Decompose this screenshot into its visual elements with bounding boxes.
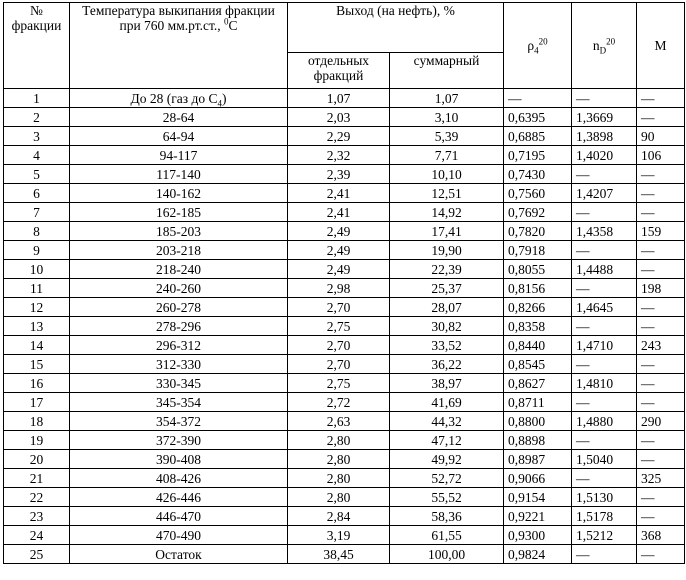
cell-yield-total: 5,39 xyxy=(390,127,504,146)
cell-molar-mass: — xyxy=(637,317,685,336)
cell-molar-mass: — xyxy=(637,165,685,184)
cell-density: 0,8440 xyxy=(504,336,572,355)
table-row xyxy=(4,222,685,241)
cell-refractive-index: 1,4020 xyxy=(572,146,637,165)
table-row xyxy=(4,355,685,374)
cell-molar-mass: 90 xyxy=(637,127,685,146)
cell-temperature: 260-278 xyxy=(70,298,288,317)
cell-density: 0,8987 xyxy=(504,450,572,469)
cell-density: 0,6885 xyxy=(504,127,572,146)
cell-molar-mass: 159 xyxy=(637,222,685,241)
cell-yield-individual: 2,49 xyxy=(288,222,390,241)
cell-density: 0,9824 xyxy=(504,545,572,564)
cell-temperature: 312-330 xyxy=(70,355,288,374)
header-refractive-index: $n_D^{20}$ xyxy=(572,3,637,89)
cell-yield-individual: 2,80 xyxy=(288,431,390,450)
cell-yield-total: 3,10 xyxy=(390,108,504,127)
cell-molar-mass: — xyxy=(637,241,685,260)
cell-density: 0,8156 xyxy=(504,279,572,298)
table-row xyxy=(4,545,685,564)
cell-yield-total: 52,72 xyxy=(390,469,504,488)
cell-molar-mass: 368 xyxy=(637,526,685,545)
cell-yield-total: 1,07 xyxy=(390,89,504,108)
header-boiling-temperature: Температура выкипания фракции при 760 мм.рт.ст., $^0$C xyxy=(70,3,288,89)
cell-density: — xyxy=(504,89,572,108)
cell-density: 0,7820 xyxy=(504,222,572,241)
cell-fraction-number: 8 xyxy=(4,222,70,241)
cell-density: 0,9221 xyxy=(504,507,572,526)
cell-temperature: 64-94 xyxy=(70,127,288,146)
cell-fraction-number: 24 xyxy=(4,526,70,545)
table-row xyxy=(4,165,685,184)
cell-molar-mass: — xyxy=(637,260,685,279)
cell-fraction-number: 11 xyxy=(4,279,70,298)
cell-yield-total: 14,92 xyxy=(390,203,504,222)
cell-temperature: 330-345 xyxy=(70,374,288,393)
cell-yield-total: 61,55 xyxy=(390,526,504,545)
cell-yield-individual: 2,39 xyxy=(288,165,390,184)
cell-refractive-index: 1,5178 xyxy=(572,507,637,526)
table-body xyxy=(4,89,685,564)
cell-temperature: 185-203 xyxy=(70,222,288,241)
cell-fraction-number: 21 xyxy=(4,469,70,488)
cell-fraction-number: 3 xyxy=(4,127,70,146)
cell-yield-individual: 2,80 xyxy=(288,488,390,507)
cell-yield-individual: 2,49 xyxy=(288,260,390,279)
cell-temperature: 278-296 xyxy=(70,317,288,336)
cell-refractive-index: 1,3669 xyxy=(572,108,637,127)
table-row xyxy=(4,488,685,507)
table-row xyxy=(4,469,685,488)
cell-fraction-number: 5 xyxy=(4,165,70,184)
cell-fraction-number: 22 xyxy=(4,488,70,507)
cell-yield-individual: 2,84 xyxy=(288,507,390,526)
header-density: $\rho_4^{20}$ xyxy=(504,3,572,89)
cell-refractive-index: 1,4710 xyxy=(572,336,637,355)
cell-temperature: 218-240 xyxy=(70,260,288,279)
cell-refractive-index: — xyxy=(572,469,637,488)
cell-yield-individual: 3,19 xyxy=(288,526,390,545)
cell-temperature: 354-372 xyxy=(70,412,288,431)
cell-refractive-index: 1,5130 xyxy=(572,488,637,507)
cell-refractive-index: — xyxy=(572,89,637,108)
cell-temperature: Остаток xyxy=(70,545,288,564)
cell-refractive-index: 1,4358 xyxy=(572,222,637,241)
cell-density: 0,8800 xyxy=(504,412,572,431)
cell-yield-total: 12,51 xyxy=(390,184,504,203)
cell-density: 0,8898 xyxy=(504,431,572,450)
table-row xyxy=(4,260,685,279)
table-row xyxy=(4,336,685,355)
table-row xyxy=(4,450,685,469)
cell-density: 0,8055 xyxy=(504,260,572,279)
cell-molar-mass: — xyxy=(637,393,685,412)
cell-fraction-number: 7 xyxy=(4,203,70,222)
cell-molar-mass: 290 xyxy=(637,412,685,431)
cell-temperature: 117-140 xyxy=(70,165,288,184)
cell-density: 0,8627 xyxy=(504,374,572,393)
cell-density: 0,8711 xyxy=(504,393,572,412)
cell-fraction-number: 2 xyxy=(4,108,70,127)
cell-density: 0,8545 xyxy=(504,355,572,374)
header-yield: Выход (на нефть), % xyxy=(288,3,504,53)
cell-molar-mass: — xyxy=(637,374,685,393)
cell-yield-total: 47,12 xyxy=(390,431,504,450)
cell-molar-mass: 325 xyxy=(637,469,685,488)
cell-yield-individual: 1,07 xyxy=(288,89,390,108)
cell-fraction-number: 15 xyxy=(4,355,70,374)
cell-temperature: 203-218 xyxy=(70,241,288,260)
cell-temperature: 296-312 xyxy=(70,336,288,355)
table-row xyxy=(4,412,685,431)
table-row xyxy=(4,393,685,412)
cell-density: 0,8266 xyxy=(504,298,572,317)
cell-molar-mass: — xyxy=(637,203,685,222)
cell-fraction-number: 12 xyxy=(4,298,70,317)
cell-yield-individual: 2,75 xyxy=(288,374,390,393)
cell-molar-mass: — xyxy=(637,450,685,469)
cell-density: 0,7692 xyxy=(504,203,572,222)
cell-yield-individual: 2,70 xyxy=(288,298,390,317)
cell-yield-total: 7,71 xyxy=(390,146,504,165)
table-row xyxy=(4,108,685,127)
cell-refractive-index: 1,4880 xyxy=(572,412,637,431)
cell-temperature: 372-390 xyxy=(70,431,288,450)
cell-yield-individual: 2,70 xyxy=(288,336,390,355)
cell-molar-mass: 106 xyxy=(637,146,685,165)
cell-temperature: 240-260 xyxy=(70,279,288,298)
header-fraction-number: № фракции xyxy=(4,3,70,89)
table-row xyxy=(4,431,685,450)
cell-refractive-index: 1,4645 xyxy=(572,298,637,317)
header-yield-total: суммарный xyxy=(390,53,504,89)
table-row xyxy=(4,526,685,545)
cell-temperature: 162-185 xyxy=(70,203,288,222)
cell-yield-total: 33,52 xyxy=(390,336,504,355)
cell-yield-individual: 38,45 xyxy=(288,545,390,564)
cell-yield-individual: 2,29 xyxy=(288,127,390,146)
cell-fraction-number: 1 xyxy=(4,89,70,108)
cell-yield-individual: 2,63 xyxy=(288,412,390,431)
table-row xyxy=(4,127,685,146)
cell-yield-individual: 2,41 xyxy=(288,184,390,203)
cell-yield-total: 30,82 xyxy=(390,317,504,336)
cell-yield-total: 100,00 xyxy=(390,545,504,564)
cell-yield-total: 36,22 xyxy=(390,355,504,374)
cell-temperature: 446-470 xyxy=(70,507,288,526)
cell-refractive-index: — xyxy=(572,355,637,374)
cell-molar-mass: 198 xyxy=(637,279,685,298)
cell-fraction-number: 25 xyxy=(4,545,70,564)
cell-yield-total: 22,39 xyxy=(390,260,504,279)
cell-yield-individual: 2,03 xyxy=(288,108,390,127)
cell-temperature: 390-408 xyxy=(70,450,288,469)
cell-molar-mass: — xyxy=(637,355,685,374)
cell-molar-mass: — xyxy=(637,184,685,203)
cell-refractive-index: 1,4488 xyxy=(572,260,637,279)
table-row xyxy=(4,89,685,108)
cell-fraction-number: 13 xyxy=(4,317,70,336)
cell-refractive-index: — xyxy=(572,431,637,450)
cell-temperature: 94-117 xyxy=(70,146,288,165)
cell-molar-mass: 243 xyxy=(637,336,685,355)
cell-yield-individual: 2,70 xyxy=(288,355,390,374)
cell-temperature: 408-426 xyxy=(70,469,288,488)
table-row xyxy=(4,203,685,222)
cell-fraction-number: 20 xyxy=(4,450,70,469)
cell-yield-individual: 2,32 xyxy=(288,146,390,165)
cell-yield-total: 41,69 xyxy=(390,393,504,412)
cell-molar-mass: — xyxy=(637,507,685,526)
cell-molar-mass: — xyxy=(637,431,685,450)
cell-refractive-index: — xyxy=(572,165,637,184)
cell-yield-total: 49,92 xyxy=(390,450,504,469)
cell-density: 0,9066 xyxy=(504,469,572,488)
cell-refractive-index: 1,5212 xyxy=(572,526,637,545)
table-row xyxy=(4,279,685,298)
cell-refractive-index: — xyxy=(572,317,637,336)
cell-fraction-number: 4 xyxy=(4,146,70,165)
cell-molar-mass: — xyxy=(637,488,685,507)
cell-yield-total: 55,52 xyxy=(390,488,504,507)
cell-yield-total: 19,90 xyxy=(390,241,504,260)
cell-refractive-index: — xyxy=(572,545,637,564)
cell-fraction-number: 23 xyxy=(4,507,70,526)
cell-molar-mass: — xyxy=(637,298,685,317)
cell-fraction-number: 18 xyxy=(4,412,70,431)
cell-fraction-number: 17 xyxy=(4,393,70,412)
table-header xyxy=(4,3,685,89)
cell-density: 0,9300 xyxy=(504,526,572,545)
cell-yield-total: 38,97 xyxy=(390,374,504,393)
cell-yield-total: 25,37 xyxy=(390,279,504,298)
cell-density: 0,8358 xyxy=(504,317,572,336)
cell-refractive-index: 1,4207 xyxy=(572,184,637,203)
cell-yield-individual: 2,98 xyxy=(288,279,390,298)
cell-refractive-index: — xyxy=(572,393,637,412)
cell-density: 0,6395 xyxy=(504,108,572,127)
cell-temperature: 28-64 xyxy=(70,108,288,127)
cell-fraction-number: 19 xyxy=(4,431,70,450)
cell-density: 0,7430 xyxy=(504,165,572,184)
table-row xyxy=(4,298,685,317)
cell-refractive-index: — xyxy=(572,241,637,260)
cell-fraction-number: 14 xyxy=(4,336,70,355)
cell-yield-total: 10,10 xyxy=(390,165,504,184)
table-row xyxy=(4,317,685,336)
cell-yield-individual: 2,49 xyxy=(288,241,390,260)
cell-yield-total: 44,32 xyxy=(390,412,504,431)
header-molar-mass: M xyxy=(637,3,685,89)
cell-fraction-number: 10 xyxy=(4,260,70,279)
cell-yield-total: 28,07 xyxy=(390,298,504,317)
header-yield-individual: отдельных фракций xyxy=(288,53,390,89)
table-row xyxy=(4,374,685,393)
cell-density: 0,7918 xyxy=(504,241,572,260)
cell-molar-mass: — xyxy=(637,545,685,564)
cell-refractive-index: 1,3898 xyxy=(572,127,637,146)
cell-yield-total: 17,41 xyxy=(390,222,504,241)
cell-refractive-index: — xyxy=(572,203,637,222)
table-row xyxy=(4,146,685,165)
cell-yield-individual: 2,75 xyxy=(288,317,390,336)
cell-temperature: 426-446 xyxy=(70,488,288,507)
table-row xyxy=(4,241,685,260)
cell-refractive-index: 1,4810 xyxy=(572,374,637,393)
cell-yield-total: 58,36 xyxy=(390,507,504,526)
table-row xyxy=(4,184,685,203)
cell-temperature: 345-354 xyxy=(70,393,288,412)
cell-yield-individual: 2,80 xyxy=(288,469,390,488)
cell-density: 0,7560 xyxy=(504,184,572,203)
cell-molar-mass: — xyxy=(637,108,685,127)
cell-molar-mass: — xyxy=(637,89,685,108)
cell-density: 0,9154 xyxy=(504,488,572,507)
cell-fraction-number: 16 xyxy=(4,374,70,393)
cell-density: 0,7195 xyxy=(504,146,572,165)
fractions-table xyxy=(3,2,685,564)
cell-yield-individual: 2,72 xyxy=(288,393,390,412)
cell-fraction-number: 9 xyxy=(4,241,70,260)
table-row xyxy=(4,507,685,526)
cell-refractive-index: — xyxy=(572,279,637,298)
cell-temperature: 140-162 xyxy=(70,184,288,203)
cell-yield-individual: 2,41 xyxy=(288,203,390,222)
cell-fraction-number: 6 xyxy=(4,184,70,203)
cell-yield-individual: 2,80 xyxy=(288,450,390,469)
cell-refractive-index: 1,5040 xyxy=(572,450,637,469)
cell-temperature: До 28 (газ до $С_4$) xyxy=(70,89,288,108)
cell-temperature: 470-490 xyxy=(70,526,288,545)
